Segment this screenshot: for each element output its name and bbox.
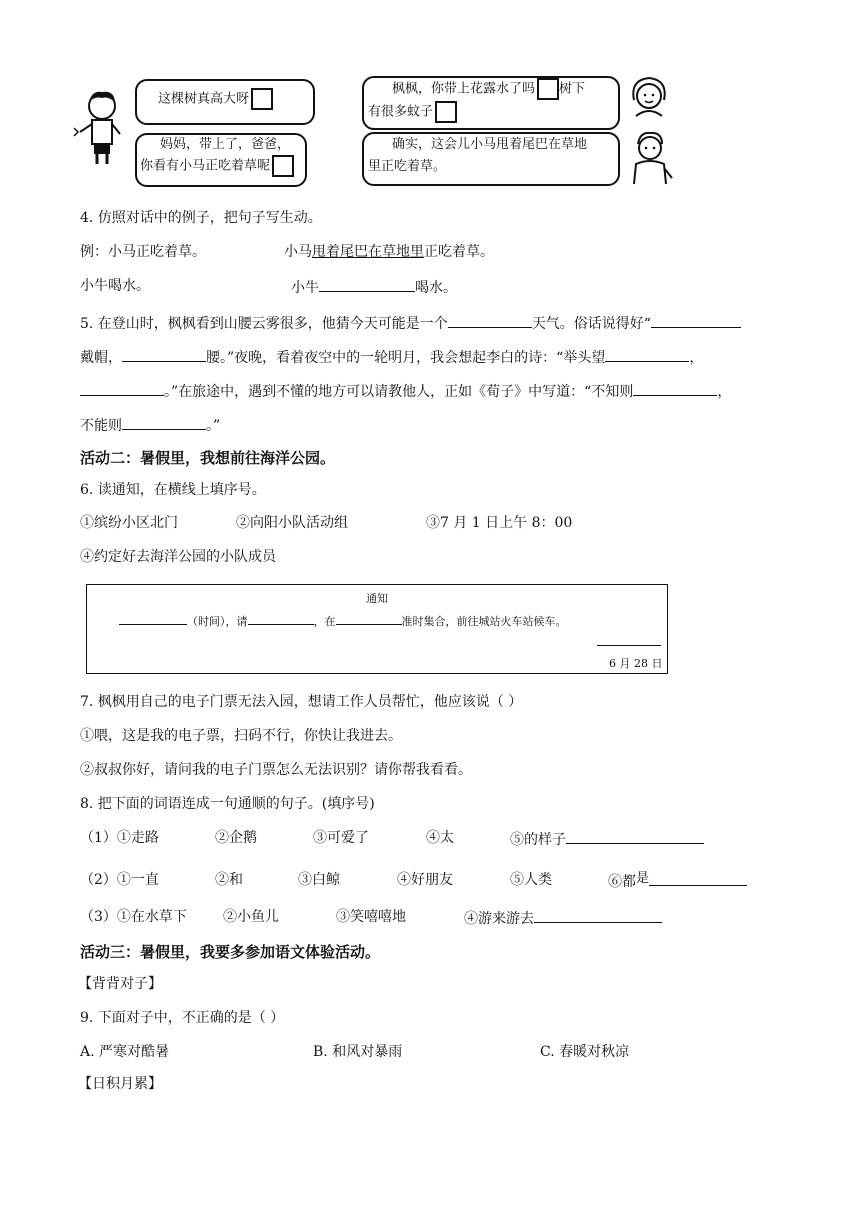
boy-illustration — [68, 88, 130, 168]
q8-row-2-item: ③白鲸 — [298, 872, 340, 888]
q9-option-b[interactable]: B. 和风对暴雨 — [313, 1044, 403, 1060]
q6-option-2: ②向阳小队活动组 — [236, 515, 348, 531]
q8-row-1-item: ④太 — [426, 830, 454, 846]
q8-row-2-item: ⑥都是 — [608, 871, 747, 892]
father-illustration — [626, 130, 674, 186]
bubble-text: 枫枫，你带上花露水了吗 — [392, 81, 536, 97]
q7-option-2: ②叔叔你好，请问我的电子门票怎么无法识别？请你帮我看看。 — [80, 762, 472, 778]
bubble-text: 这棵树真高大呀 — [158, 91, 250, 107]
q8-row-3-item: ④游来游去 — [464, 908, 662, 928]
q4-example-label: 例：小马正吃着草。 — [80, 244, 206, 260]
q4-answer-blank[interactable] — [319, 277, 415, 292]
q8-row-1-blank[interactable] — [566, 829, 704, 844]
q9-option-c[interactable]: C. 春暖对秋凉 — [540, 1044, 630, 1060]
notice-body: （时间），请 ，在 准时集合，前往城站火车站候车。 — [119, 613, 567, 629]
q6-option-3: ③7 月 1 日上午 8：00 — [426, 515, 573, 531]
q4-task-left: 小牛喝水。 — [80, 278, 150, 294]
q5-line-3: 。”在旅途中，遇到不懂的地方可以请教他人，正如《荀子》中写道：“不知则 ， — [80, 381, 731, 401]
q6-title: 6. 读通知，在横线上填序号。 — [80, 482, 266, 498]
section-heading-duizi: 【背背对子】 — [78, 976, 162, 992]
bubble-text: 妈妈，带上了，爸爸， — [160, 137, 291, 152]
activity-2-heading: 活动二：暑假里，我想前往海洋公园。 — [80, 449, 336, 467]
bubble-text: 有很多蚊子 — [368, 104, 434, 119]
notice-blank-signature[interactable] — [597, 635, 661, 646]
answer-box[interactable] — [251, 88, 273, 110]
bubble-text: 里正吃着草。 — [368, 159, 447, 174]
q8-row-2-item: ⑤人类 — [510, 872, 552, 888]
q5-blank-saying-1[interactable] — [651, 313, 741, 328]
q5-blank-poem-2[interactable] — [80, 381, 164, 396]
answer-box[interactable] — [272, 155, 294, 177]
notice-blank-time[interactable] — [119, 614, 187, 625]
q7-option-1: ①喂，这是我的电子票，扫码不行，你快让我进去。 — [80, 728, 402, 744]
q8-row-3-item: （3）①在水草下 — [80, 909, 187, 925]
q4-task-sentence: 小牛 喝水。 — [291, 277, 457, 297]
q8-row-2-item: ④好朋友 — [397, 872, 453, 888]
q8-row-2-blank[interactable] — [649, 871, 747, 886]
q8-row-1-item: ②企鹅 — [215, 830, 257, 846]
q8-title: 8. 把下面的词语连成一句通顺的句子。(填序号) — [80, 796, 375, 812]
answer-box[interactable] — [435, 101, 457, 123]
q8-row-3-blank[interactable] — [534, 908, 662, 923]
section-heading-rijiyuelei: 【日积月累】 — [78, 1076, 162, 1092]
q5-blank-weather[interactable] — [448, 313, 532, 328]
bubble-text: 你看有小马正吃着草呢 — [140, 158, 271, 174]
bubble-text: 确实，这会儿小马甩着尾巴在草地 — [392, 137, 588, 152]
girl-illustration — [626, 74, 672, 118]
q8-row-3-item: ②小鱼儿 — [223, 909, 279, 925]
q6-option-4: ④约定好去海洋公园的小队成员 — [80, 549, 276, 565]
q5-blank-poem-1[interactable] — [605, 347, 689, 362]
q9-option-a[interactable]: A. 严寒对酷暑 — [80, 1044, 170, 1060]
q5-line-4: 不能则 。” — [80, 415, 220, 435]
answer-box[interactable] — [537, 78, 559, 100]
notice-blank-who[interactable] — [248, 614, 314, 625]
q8-row-2-item: ②和 — [215, 872, 243, 888]
q5-line-1: 5. 在登山时，枫枫看到山腰云雾很多，他猜今天可能是一个 天气。俗话说得好“ — [80, 313, 741, 333]
q8-row-1-item: ⑤的样子 — [510, 829, 704, 849]
q4-example-sentence: 小马甩着尾巴在草地里正吃着草。 — [284, 244, 494, 260]
q8-row-1-item: ③可爱了 — [313, 830, 369, 846]
notice-date: 6 月 28 日 — [609, 657, 663, 670]
q5-blank-xunzi-1[interactable] — [633, 381, 717, 396]
notice-blank-place[interactable] — [336, 614, 402, 625]
q5-blank-saying-2[interactable] — [122, 347, 206, 362]
q5-line-2: 戴帽， 腰。”夜晚，看着夜空中的一轮明月，我会想起李白的诗：“举头望 ， — [80, 347, 703, 367]
q5-blank-xunzi-2[interactable] — [122, 415, 206, 430]
q9-title: 9. 下面对子中，不正确的是（ ） — [80, 1010, 285, 1026]
q8-row-3-item: ③笑嘻嘻地 — [336, 909, 406, 925]
q8-row-2-item: （2）①一直 — [80, 872, 159, 888]
notice-title: 通知 — [366, 592, 388, 605]
activity-3-heading: 活动三：暑假里，我要多参加语文体验活动。 — [80, 943, 381, 961]
q8-row-1-item: （1）①走路 — [80, 830, 159, 846]
q4-title: 4. 仿照对话中的例子，把句子写生动。 — [80, 210, 322, 226]
q7-title: 7. 枫枫用自己的电子门票无法入园，想请工作人员帮忙，他应该说（ ） — [80, 694, 523, 710]
notice-box — [86, 584, 668, 674]
q6-option-1: ①缤纷小区北门 — [80, 515, 178, 531]
